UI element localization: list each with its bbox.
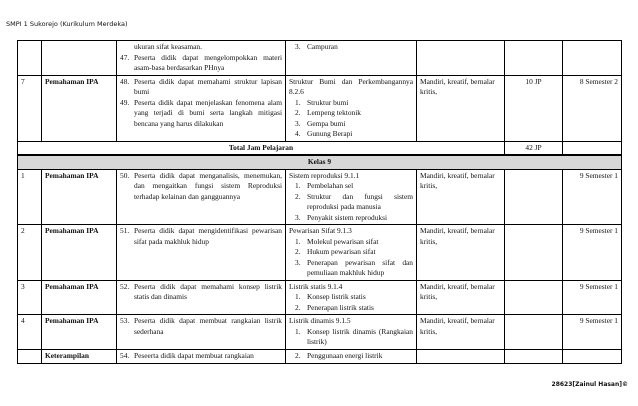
materi-number: 2. — [295, 350, 301, 360]
indicator-text: Peserta didik dapat mengidentifikasi pewarisan sifat pada makhluk hidup — [134, 226, 282, 246]
jp-cell — [505, 315, 563, 350]
materi-cell — [286, 169, 417, 225]
indicator-cell — [117, 280, 286, 315]
indicator-number: 49. — [120, 97, 130, 107]
kompetensi-cell: Pemahaman IPA — [42, 225, 117, 281]
row-number — [18, 349, 42, 363]
semester-cell: 9 Semester 1 — [563, 315, 622, 350]
materi-text: Molekul pewarisan sifat — [307, 236, 379, 246]
karakter-cell: Mandiri, kreatif, bernalar kritis, — [417, 75, 505, 141]
materi-text: Struktur dan fungsi sistem reproduksi pada manusia — [307, 191, 413, 211]
materi-number: 1. — [295, 326, 301, 336]
row-number: 4 — [18, 315, 42, 350]
materi-number: 3. — [295, 118, 301, 128]
materi-item — [289, 237, 413, 248]
materi-text: Lempeng tektonik — [307, 108, 361, 117]
indicator-cell — [117, 315, 286, 350]
indicator-text: Peserta didik dapat membuat rangkaian listrik sederhana — [134, 316, 282, 336]
jp-cell — [505, 280, 563, 315]
materi-text: Penerapan listrik statis — [307, 302, 374, 312]
materi-item — [289, 98, 413, 109]
total-label: Total Jam Pelajaran — [18, 141, 505, 155]
karakter-cell: Mandiri, kreatif, bernalar kritis, — [417, 315, 505, 350]
materi-text: Pembelahan sel — [307, 181, 354, 190]
indicator-number: 48. — [120, 76, 130, 86]
materi-item — [289, 129, 413, 140]
indicator-item — [120, 53, 282, 74]
materi-text: Gempa bumi — [307, 118, 346, 128]
row-number: 3 — [18, 280, 42, 315]
indicator-text: Peserta didik dapat menjelaskan fenomena alam yang terjadi di bumi serta langkah mitigasi bencana yang harus dilakukan — [134, 97, 282, 128]
table-row — [18, 75, 622, 141]
document-footer: 28623[Zainul Hasan]© — [551, 381, 628, 388]
materi-text: Gunung Berapi — [307, 129, 353, 138]
materi-number: 4. — [295, 129, 301, 138]
materi-item — [289, 119, 413, 130]
materi-cell — [286, 225, 417, 281]
document-header: SMPI 1 Sukorejo (Kurikulum Merdeka) — [6, 20, 128, 28]
row-number: 7 — [18, 75, 42, 141]
materi-text: Penggunaan energi listrik — [307, 350, 383, 360]
indicator-number: 47. — [120, 52, 130, 62]
materi-item — [289, 192, 413, 213]
kompetensi-cell: Pemahaman IPA — [42, 169, 117, 225]
kompetensi-cell: Keterampilan — [42, 349, 117, 363]
materi-item — [289, 327, 413, 348]
semester-cell — [563, 349, 622, 363]
materi-number: 1. — [295, 181, 301, 190]
kompetensi-cell: Pemahaman IPA — [42, 75, 117, 141]
indicator-text: Peseerta didik dapat membuat rangkaian — [134, 350, 254, 360]
indicator-number: 52. — [120, 281, 130, 291]
materi-text: Penerapan pewarisan sifat dan pemuliaan makhluk hidup — [307, 257, 413, 277]
materi-title: Pewarisan Sifat 9.1.3 — [289, 226, 352, 235]
materi-item — [289, 42, 413, 53]
total-empty-cell — [563, 141, 622, 155]
total-jp: 42 JP — [505, 141, 563, 155]
total-row — [18, 141, 622, 155]
materi-number: 2. — [295, 108, 301, 117]
kompetensi-cell — [42, 41, 117, 76]
indicator-cell — [117, 41, 286, 76]
indicator-item — [120, 77, 282, 98]
materi-title: Struktur Bumi dan Perkembangannya 8.2.6 — [289, 76, 413, 96]
jp-cell — [505, 225, 563, 281]
indicator-cell — [117, 349, 286, 363]
table-top-body — [18, 41, 622, 155]
semester-cell: 9 Semester 1 — [563, 280, 622, 315]
indicator-text: ukuran sifat keasaman. — [134, 42, 202, 51]
materi-text: Campuran — [307, 42, 338, 51]
row-number: 2 — [18, 225, 42, 281]
materi-number: 1. — [295, 236, 301, 246]
class-header-row — [18, 156, 622, 170]
class-label: Kelas 9 — [18, 156, 622, 170]
indicator-number: 53. — [120, 316, 130, 325]
materi-item — [289, 213, 413, 224]
materi-item — [289, 292, 413, 303]
materi-text: Konsep listrik dinamis (Rangkaian listrik) — [307, 326, 413, 346]
indicator-number: 50. — [120, 170, 130, 180]
table-row — [18, 349, 622, 363]
indicator-text: Peserta didik dapat mengelompokkan materi asam-basa berdasarkan PHnya — [134, 52, 282, 72]
materi-number: 1. — [295, 97, 301, 107]
karakter-cell — [417, 349, 505, 363]
materi-cell — [286, 349, 417, 363]
materi-number: 1. — [295, 292, 301, 301]
table-row — [18, 315, 622, 350]
indicator-cell — [117, 169, 286, 225]
semester-cell: 9 Semester 1 — [563, 169, 622, 225]
materi-item — [289, 247, 413, 258]
curriculum-table-top — [17, 40, 622, 155]
materi-text: Struktur bumi — [307, 97, 349, 107]
table-row — [18, 225, 622, 281]
materi-number: 3. — [295, 42, 301, 51]
indicator-number — [120, 42, 134, 53]
materi-text: Konsep listrik statis — [307, 292, 366, 301]
jp-cell: 10 JP — [505, 75, 563, 141]
karakter-cell: Mandiri, kreatif, bernalar kritis, — [417, 169, 505, 225]
materi-number: 3. — [295, 212, 301, 222]
indicator-cell — [117, 225, 286, 281]
curriculum-table-bottom — [17, 155, 622, 364]
materi-cell — [286, 315, 417, 350]
semester-cell: 9 Semester 1 — [563, 225, 622, 281]
materi-item — [289, 303, 413, 314]
indicator-item — [120, 171, 282, 203]
materi-title: Sistem reproduksi 9.1.1 — [289, 170, 360, 180]
materi-item — [289, 351, 413, 362]
materi-number: 3. — [295, 257, 301, 267]
indicator-item — [120, 226, 282, 247]
table-row — [18, 41, 622, 76]
kompetensi-cell: Pemahaman IPA — [42, 280, 117, 315]
karakter-cell: Mandiri, kreatif, bernalar kritis, — [417, 225, 505, 281]
materi-number: 2. — [295, 191, 301, 201]
row-number — [18, 41, 42, 76]
indicator-number: 51. — [120, 226, 130, 235]
semester-cell — [563, 41, 622, 76]
indicator-item — [120, 282, 282, 303]
materi-text: Hukum pewarisan sifat — [307, 247, 376, 256]
materi-number: 2. — [295, 247, 301, 256]
materi-item — [289, 258, 413, 279]
indicator-item — [120, 351, 282, 362]
materi-cell — [286, 75, 417, 141]
indicator-number: 54. — [120, 350, 130, 360]
indicator-text: Peserta didik dapat memahami konsep listrik statis dan dinamis — [134, 281, 282, 301]
karakter-cell: Mandiri, kreatif, bernalar kritis, — [417, 280, 505, 315]
table-bottom-body — [18, 156, 622, 364]
materi-title: Listrik statis 9.1.4 — [289, 281, 343, 291]
semester-cell: 8 Semester 2 — [563, 75, 622, 141]
karakter-cell — [417, 41, 505, 76]
materi-number: 2. — [295, 302, 301, 312]
materi-title: Listrik dinamis 9.1.5 — [289, 316, 351, 325]
jp-cell — [505, 169, 563, 225]
materi-cell — [286, 280, 417, 315]
indicator-text: Peserta didik dapat memahami struktur lapisan bumi — [134, 76, 282, 96]
materi-text: Penyakit sistem reproduksi — [307, 212, 388, 222]
jp-cell — [505, 41, 563, 76]
indicator-item — [120, 316, 282, 337]
indicator-item — [120, 98, 282, 130]
indicator-text: Peserta didik dapat menganalisis, menemukan, dan mengaitkan fungsi sistem Reproduksi terhadap kelainan dan gangguannya — [134, 170, 282, 201]
indicator-item — [120, 42, 282, 53]
table-row — [18, 280, 622, 315]
materi-cell — [286, 41, 417, 76]
jp-cell — [505, 349, 563, 363]
materi-item — [289, 108, 413, 119]
indicator-cell — [117, 75, 286, 141]
kompetensi-cell: Pemahaman IPA — [42, 315, 117, 350]
table-row — [18, 169, 622, 225]
row-number: 1 — [18, 169, 42, 225]
materi-item — [289, 181, 413, 192]
